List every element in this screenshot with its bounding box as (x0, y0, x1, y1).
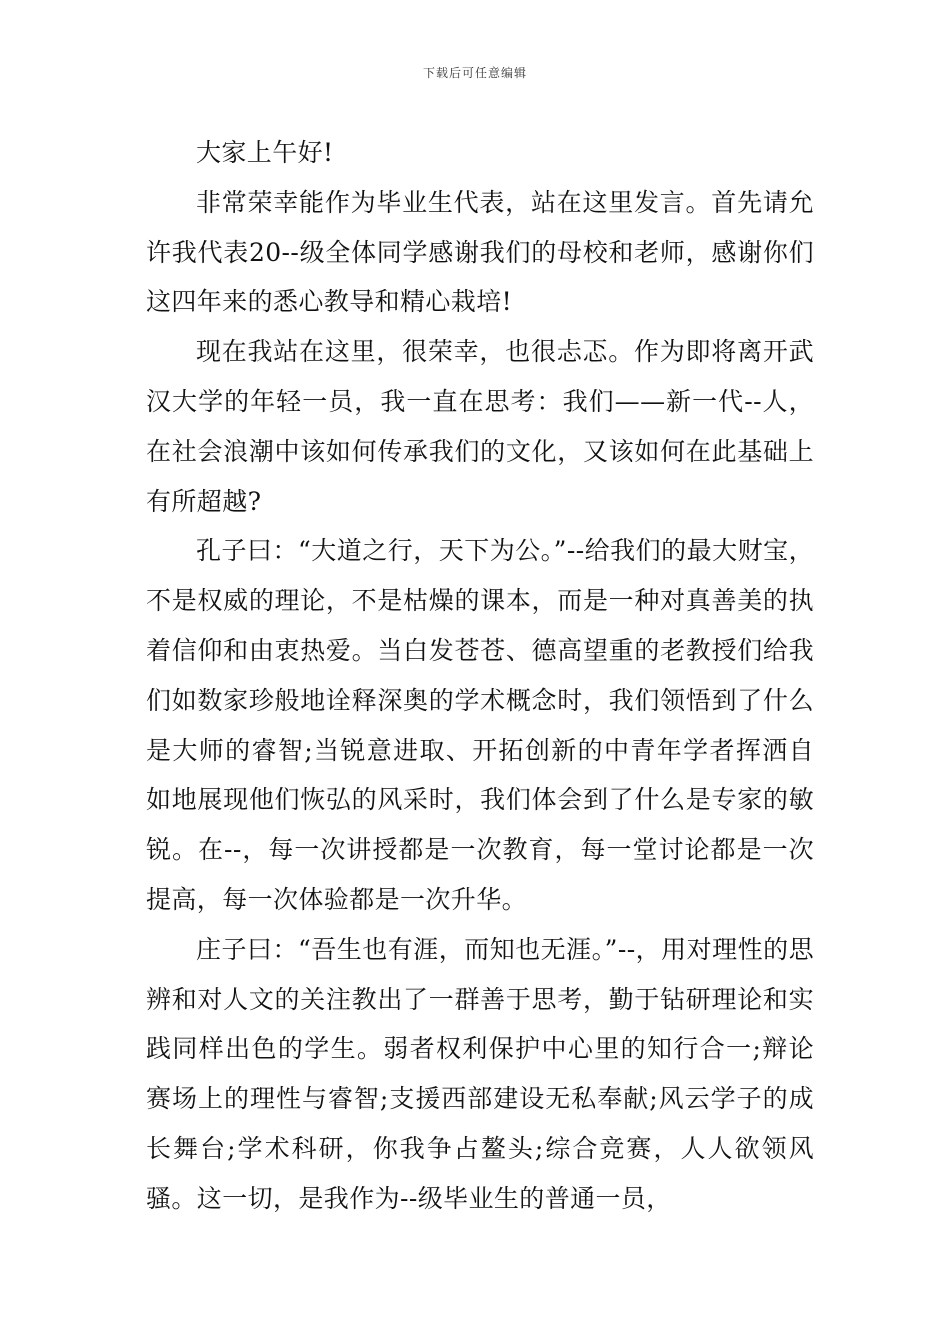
paragraph-greeting: 大家上午好! (196, 138, 334, 167)
page-header-note: 下载后可任意编辑 (422, 66, 527, 80)
paragraph-reflection: 现在我站在这里，很荣幸，也很忐忑。作为即将离开武汉大学的年轻一员，我一直在思考：我们——新一代--人，在社会浪潮中该如何传承我们的文化，又该如何在此基础上有所超越? (146, 337, 814, 516)
paragraph-confucius: 孔子曰：“大道之行，天下为公。”--给我们的最大财宝，不是权威的理论，不是枯燥的课本，而是一种对真善美的执着信仰和由衷热爱。当白发苍苍、德高望重的老教授们给我们如数家珍般地诠释深奥的学术概念时，我们领悟到了什么是大师的睿智;当锐意进取、开拓创新的中青年学者挥洒自如地展现他们恢弘的风采时，我们体会到了什么是专家的敏锐。在--，每一次讲授都是一次教育，每一堂讨论都是一次提高，每一次体验都是一次升华。 (146, 536, 814, 914)
document-body (146, 128, 814, 1224)
paragraph-zhuangzi: 庄子曰：“吾生也有涯，而知也无涯。”--，用对理性的思辨和对人文的关注教出了一群善于思考，勤于钻研理论和实践同样出色的学生。弱者权利保护中心里的知行合一;辩论赛场上的理性与睿智;支援西部建设无私奉献;风云学子的成长舞台;学术科研，你我争占鳌头;综合竞赛，人人欲领风骚。这一切，是我作为--级毕业生的普通一员， (146, 934, 814, 1213)
paragraph-thanks: 非常荣幸能作为毕业生代表，站在这里发言。首先请允许我代表20--级全体同学感谢我们的母校和老师，感谢你们这四年来的悉心教导和精心栽培! (146, 187, 814, 317)
